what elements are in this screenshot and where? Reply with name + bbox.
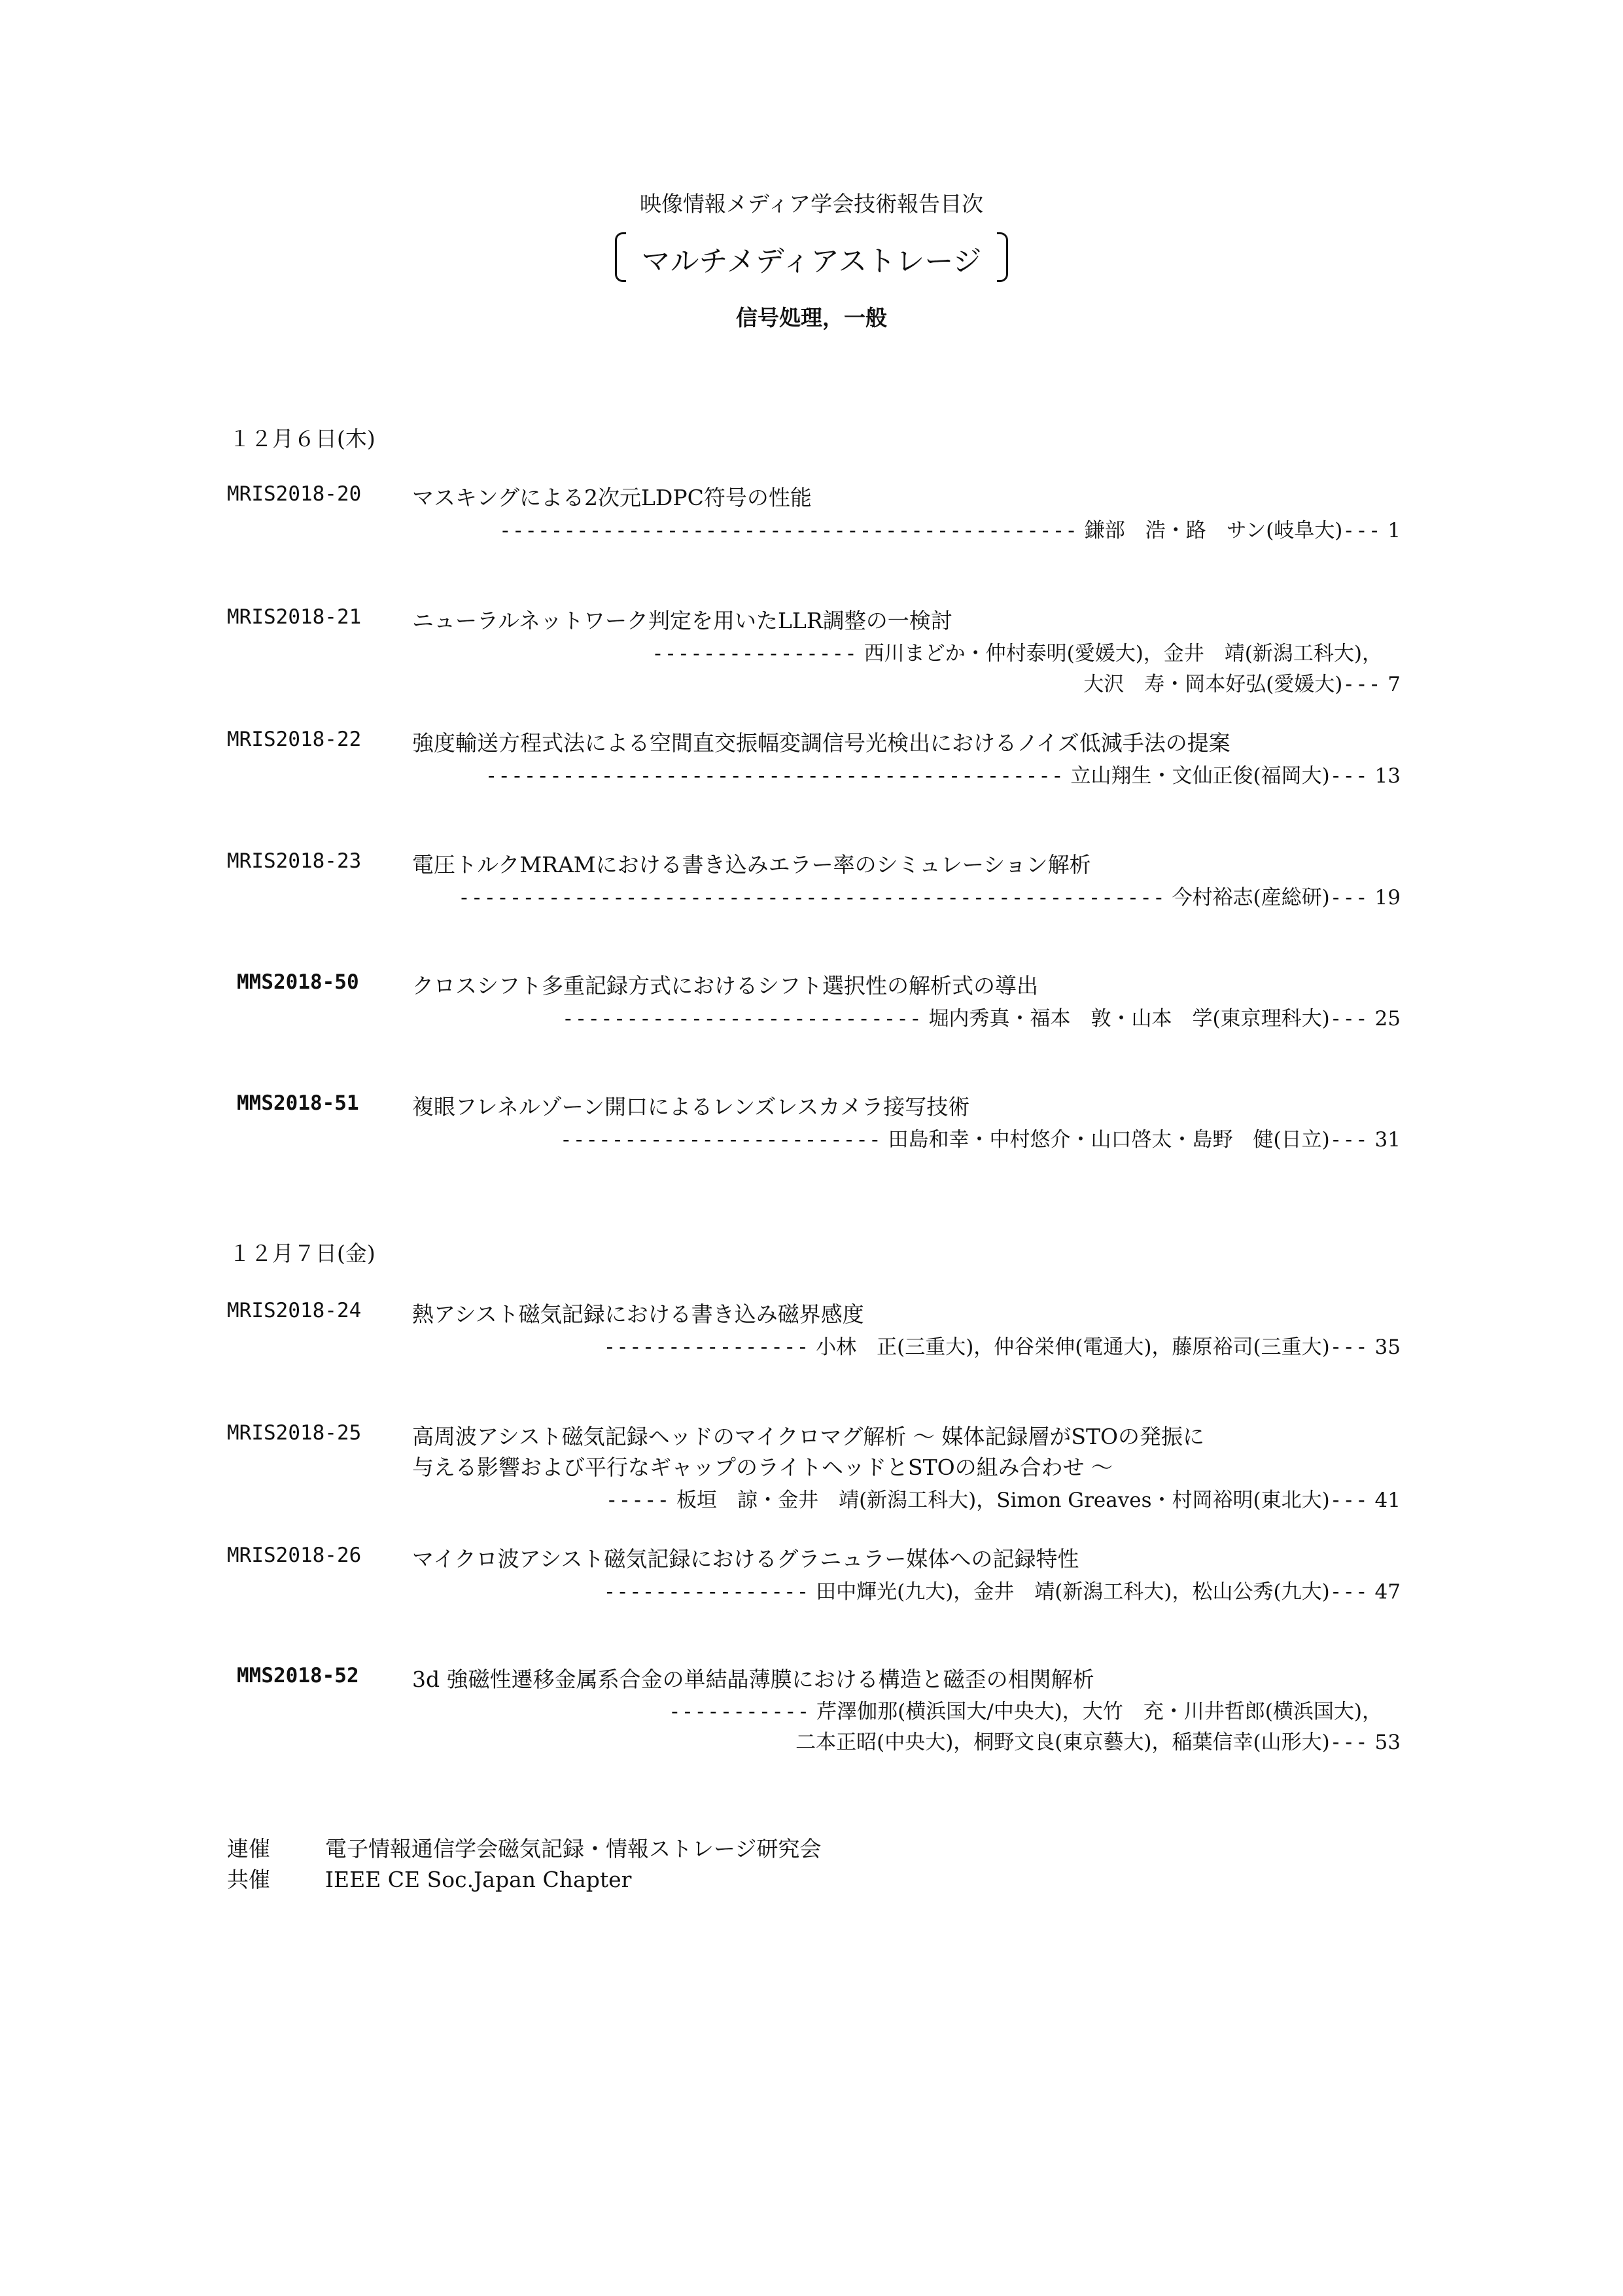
page-number: 41 <box>1374 1489 1401 1512</box>
leader-dashes: --- <box>1329 1580 1369 1604</box>
page-number: 19 <box>1374 886 1401 910</box>
leader-dashes: --- <box>1329 1335 1369 1359</box>
page-number: 35 <box>1374 1335 1401 1359</box>
paper-title: マイクロ波アシスト磁気記録におけるグラニュラー媒体への記録特性 <box>412 1546 1079 1572</box>
leader-dashes: --- <box>1329 764 1369 788</box>
paper-code: MRIS2018-22 <box>227 728 362 751</box>
day-date: １２月７日(金) <box>229 1241 375 1266</box>
paper-authors-line <box>485 759 1401 788</box>
footer-label: 共催 <box>227 1867 270 1892</box>
paper-title: 複眼フレネルゾーン開口によるレンズレスカメラ接写技術 <box>412 1094 970 1120</box>
paper-title: ニューラルネットワーク判定を用いたLLR調整の一検討 <box>412 608 952 633</box>
left-bracket-icon <box>615 232 626 282</box>
session-subtitle: 信号処理，一般 <box>736 305 887 330</box>
paper-code: MRIS2018-26 <box>227 1544 362 1567</box>
paper-authors: 小林 正(三重大)，仲谷栄伸(電通大)，藤原裕司(三重大) <box>816 1335 1330 1359</box>
paper-authors-line <box>499 514 1401 543</box>
series-name: マルチメディアストレージ <box>641 245 982 278</box>
leader-dashes: ------------------------------------------------------- <box>458 886 1166 910</box>
paper-authors: 田中輝光(九大)，金井 靖(新潟工科大)，松山公秀(九大) <box>816 1580 1330 1604</box>
page-number: 47 <box>1374 1580 1401 1604</box>
leader-dashes: --- <box>1342 519 1382 542</box>
paper-title: クロスシフト多重記録方式におけるシフト選択性の解析式の導出 <box>412 973 1038 998</box>
paper-code: MRIS2018-23 <box>227 849 362 873</box>
day-date: １２月６日(木) <box>229 426 375 451</box>
paper-authors-line <box>669 1695 1382 1724</box>
paper-authors: 堀内秀真・福本 敦・山本 学(東京理科大) <box>928 1007 1330 1031</box>
page-number: 53 <box>1374 1731 1401 1754</box>
paper-authors-line <box>1083 667 1401 697</box>
paper-code: MRIS2018-25 <box>227 1421 362 1445</box>
paper-authors: 鎌部 浩・路 サン(岐阜大) <box>1084 519 1343 542</box>
leader-dashes: ---------------- <box>603 1335 810 1359</box>
paper-authors: 二本正昭(中央大)，桐野文良(東京藝大)，稲葉信幸(山形大) <box>795 1731 1330 1754</box>
paper-title: 高周波アシスト磁気記録ヘッドのマイクロマグ解析 ～ 媒体記録層がSTOの発振に <box>412 1424 1205 1449</box>
footer-text: 電子情報通信学会磁気記録・情報ストレージ研究会 <box>325 1836 822 1862</box>
paper-code: MRIS2018-20 <box>227 482 362 506</box>
leader-dashes: ---------------- <box>603 1580 810 1604</box>
paper-authors-line <box>604 1330 1401 1360</box>
leader-dashes: ---------------- <box>652 642 858 665</box>
right-bracket-icon <box>997 232 1008 282</box>
leader-dashes: ----------- <box>669 1700 811 1723</box>
leader-dashes: --- <box>1329 1489 1369 1512</box>
leader-dashes: --- <box>1329 1007 1369 1031</box>
leader-dashes: --- <box>1342 673 1382 696</box>
co-host-line <box>227 1863 631 1894</box>
leader-dashes: ---------------------------- <box>562 1007 922 1031</box>
series-name-box <box>615 232 1007 285</box>
footer-label: 連催 <box>227 1836 270 1862</box>
paper-authors: 大沢 寿・岡本好弘(愛媛大) <box>1083 673 1343 696</box>
paper-title: 3d 強磁性遷移金属系合金の単結晶薄膜における構造と磁歪の相関解析 <box>412 1667 1094 1692</box>
leader-dashes: --- <box>1329 886 1369 910</box>
paper-authors-line <box>606 1483 1401 1513</box>
leader-dashes: --- <box>1329 1128 1369 1152</box>
paper-authors: 西川まどか・仲村泰明(愛媛大)，金井 靖(新潟工科大)， <box>864 642 1382 665</box>
leader-dashes: --------------------------------------------- <box>499 519 1078 542</box>
paper-authors-line <box>562 1002 1401 1031</box>
paper-authors-line <box>604 1575 1401 1604</box>
paper-title: 電圧トルクMRAMにおける書き込みエラー率のシミュレーション解析 <box>412 852 1091 877</box>
leader-dashes: --------------------------------------------- <box>485 764 1064 788</box>
paper-authors: 芹澤伽那(横浜国大/中央大)，大竹 充・川井哲郎(横浜国大)， <box>816 1700 1382 1723</box>
paper-code: MMS2018-50 <box>237 970 359 994</box>
paper-authors: 立山翔生・文仙正俊(福岡大) <box>1070 764 1330 788</box>
report-title: 映像情報メディア学会技術報告目次 <box>639 191 984 217</box>
paper-authors: 今村裕志(産総研) <box>1172 886 1330 910</box>
leader-dashes: ----- <box>605 1489 671 1512</box>
paper-title: マスキングによる2次元LDPC符号の性能 <box>412 485 812 510</box>
paper-code: MRIS2018-24 <box>227 1299 362 1322</box>
paper-authors-line <box>652 637 1382 666</box>
paper-authors-line <box>795 1725 1401 1755</box>
co-sponsor-line <box>227 1832 821 1863</box>
leader-dashes: ------------------------- <box>560 1128 882 1152</box>
page-number: 31 <box>1374 1128 1401 1152</box>
paper-title: 強度輸送方程式法による空間直交振幅変調信号光検出におけるノイズ低減手法の提案 <box>412 730 1230 756</box>
paper-code: MRIS2018-21 <box>227 605 362 629</box>
paper-title: 熱アシスト磁気記録における書き込み磁界感度 <box>412 1301 864 1327</box>
paper-authors: 板垣 諒・金井 靖(新潟工科大)，Simon Greaves・村岡裕明(東北大) <box>676 1489 1330 1512</box>
paper-code: MMS2018-52 <box>237 1664 359 1687</box>
footer-text: IEEE CE Soc.Japan Chapter <box>325 1867 632 1892</box>
paper-authors-line <box>560 1123 1401 1152</box>
paper-authors-line <box>458 881 1401 910</box>
paper-title: 与える影響および平行なギャップのライトヘッドとSTOの組み合わせ ～ <box>412 1455 1113 1480</box>
page-number: 7 <box>1387 673 1401 696</box>
page-number: 13 <box>1374 764 1401 788</box>
page-number: 1 <box>1387 519 1401 542</box>
paper-code: MMS2018-51 <box>237 1091 359 1115</box>
paper-authors: 田島和幸・中村悠介・山口啓太・島野 健(日立) <box>888 1128 1330 1152</box>
page-number: 25 <box>1374 1007 1401 1031</box>
leader-dashes: --- <box>1329 1731 1369 1754</box>
